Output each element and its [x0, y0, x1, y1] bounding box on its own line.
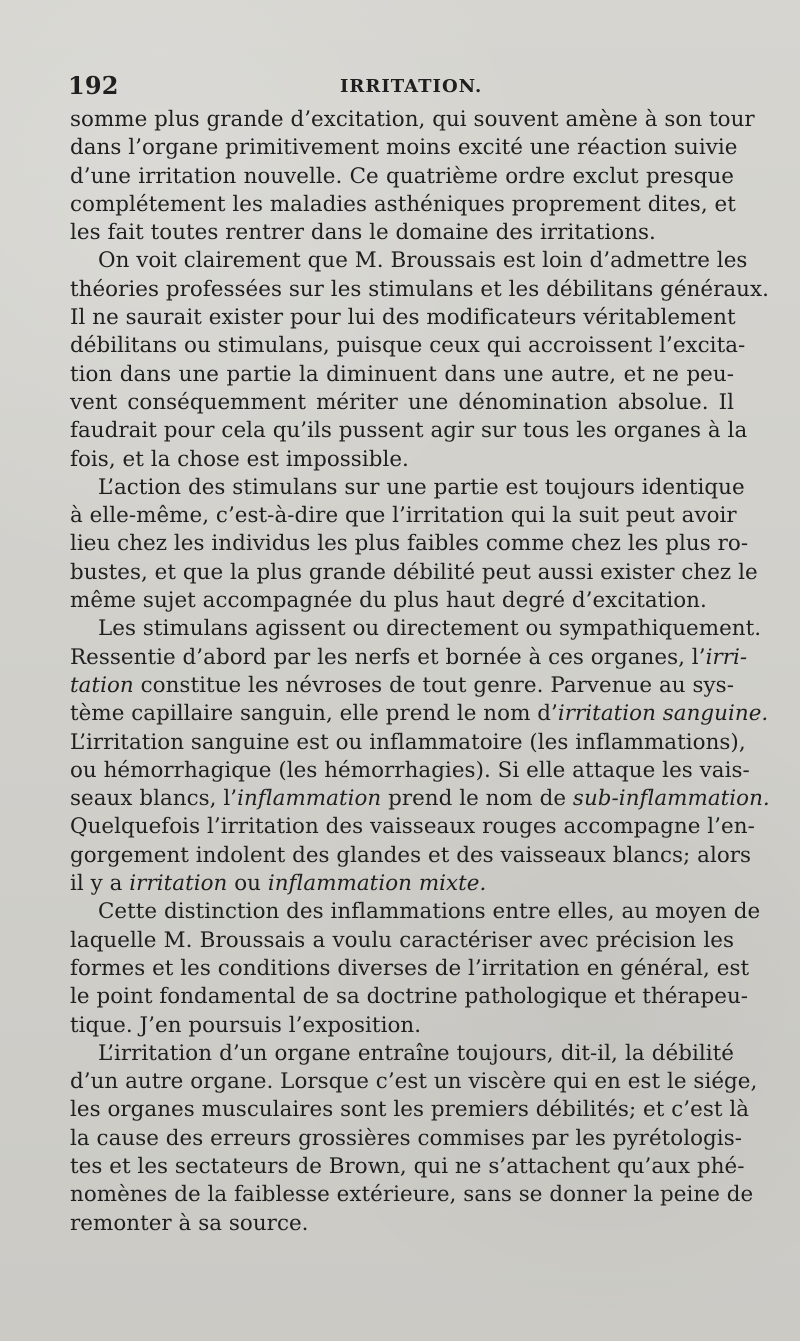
text-fragment: gorgement indolent des glandes et des vaisseaux blancs; alors: [70, 842, 752, 868]
text-fragment: nomènes de la faiblesse extérieure, sans se donner la peine de: [70, 1182, 754, 1208]
text-line: [70, 615, 762, 643]
text-fragment: tique. J’en poursuis l’exposition.: [70, 1012, 422, 1038]
text-fragment: lieu chez les individus les plus faibles comme chez les plus ro-: [70, 531, 749, 557]
text-fragment: il y a: [70, 871, 130, 897]
text-line: [70, 842, 752, 870]
text-line: [70, 927, 734, 955]
text-line: [70, 1181, 754, 1209]
text-line: [70, 700, 769, 728]
text-fragment: le point fondamental de sa doctrine pathologique et thérapeu-: [70, 984, 749, 1010]
text-fragment: bustes, et que la plus grande débilité peut aussi exister chez le: [70, 559, 758, 585]
text-line: [70, 644, 748, 672]
running-head: IRRITATION.: [340, 76, 483, 97]
text-line: [70, 813, 755, 841]
text-line: [70, 361, 734, 389]
text-fragment: On voit clairement que M. Broussais est loin d’admettre les: [98, 248, 748, 274]
text-fragment: Les stimulans agissent ou directement ou sympathiquement.: [98, 616, 762, 642]
text-line: [70, 332, 746, 360]
text-fragment: dans l’organe primitivement moins excité une réaction suivie: [70, 135, 738, 161]
text-fragment: tème capillaire sanguin, elle prend le nom d’: [70, 701, 558, 727]
italic-text: irritation sanguine.: [557, 701, 769, 727]
text-line: [70, 870, 734, 898]
italic-text: inflammation mixte.: [267, 871, 487, 897]
text-line: [70, 729, 746, 757]
text-line: [70, 389, 734, 417]
text-line: [70, 757, 750, 785]
text-fragment: à elle-même, c’est-à-dire que l’irritation qui la suit peut avoir: [70, 503, 737, 529]
text-line: [70, 1012, 734, 1040]
text-fragment: complétement les maladies asthéniques proprement dites, et: [70, 191, 736, 217]
text-fragment: fois, et la chose est impossible.: [70, 446, 409, 472]
text-fragment: somme plus grande d’excitation, qui souvent amène à son tour: [70, 107, 755, 132]
text-fragment: L’irritation d’un organe entraîne toujours, dit-il, la débilité: [98, 1040, 734, 1066]
paragraph: [70, 1040, 758, 1238]
text-line: [70, 1210, 734, 1238]
text-line: [70, 106, 755, 134]
text-fragment: ou: [227, 871, 268, 897]
text-line: [70, 955, 750, 983]
text-line: [70, 587, 734, 615]
text-fragment: les fait toutes rentrer dans le domaine des irritations.: [70, 220, 656, 246]
text-line: [70, 163, 734, 191]
page-header: [68, 72, 732, 102]
text-line: [70, 1068, 758, 1096]
text-line: [70, 530, 749, 558]
italic-text: tation: [70, 672, 134, 698]
paragraph: [70, 106, 755, 247]
italic-text: irritation: [129, 871, 228, 897]
text-fragment: Il ne saurait exister pour lui des modificateurs véritablement: [70, 305, 736, 331]
text-fragment: vent conséquemment mériter une dénomination absolue. Il: [70, 389, 734, 415]
text-line: [70, 1096, 750, 1124]
text-fragment: Cette distinction des inflammations entre elles, au moyen de: [98, 899, 761, 925]
text-line: [70, 1125, 742, 1153]
text-line: [70, 672, 734, 700]
text-line: [70, 247, 748, 275]
text-fragment: L’action des stimulans sur une partie est toujours identique: [98, 474, 745, 500]
page-number: 192: [68, 71, 119, 100]
paragraph: [70, 615, 770, 898]
italic-text: irri-: [705, 644, 748, 670]
italic-text: inflammation: [237, 786, 382, 812]
text-fragment: tion dans une partie la diminuent dans une autre, et ne peu-: [70, 361, 734, 387]
paragraph: [70, 247, 769, 473]
text-line: [70, 304, 734, 332]
text-line: [70, 276, 769, 304]
text-line: [70, 559, 758, 587]
text-fragment: les organes musculaires sont les premiers débilités; et c’est là: [70, 1097, 750, 1123]
text-fragment: théories professées sur les stimulans et les débilitans généraux.: [70, 276, 769, 302]
italic-text: sub-inflammation.: [572, 786, 770, 812]
text-line: [70, 1040, 734, 1068]
text-line: [70, 785, 770, 813]
text-fragment: constitue les névroses de tout genre. Parvenue au sys-: [133, 672, 734, 698]
text-line: [70, 417, 748, 445]
text-line: [70, 1153, 745, 1181]
paragraph: [70, 898, 761, 1039]
text-fragment: seaux blancs, l’: [70, 786, 238, 812]
text-fragment: prend le nom de: [381, 786, 573, 812]
text-fragment: Ressentie d’abord par les nerfs et bornée à ces organes, l’: [70, 644, 706, 670]
text-line: [70, 983, 749, 1011]
text-fragment: la cause des erreurs grossières commises par les pyrétologis-: [70, 1125, 742, 1151]
paragraph: [70, 474, 758, 615]
text-fragment: faudrait pour cela qu’ils pussent agir sur tous les organes à la: [70, 418, 748, 444]
text-line: [70, 898, 761, 926]
text-line: [70, 219, 734, 247]
text-fragment: remonter à sa source.: [70, 1210, 309, 1236]
text-fragment: Quelquefois l’irritation des vaisseaux rouges accompagne l’en-: [70, 814, 755, 840]
text-fragment: même sujet accompagnée du plus haut degré d’excitation.: [70, 588, 707, 614]
text-line: [70, 191, 734, 219]
text-fragment: formes et les conditions diverses de l’irritation en général, est: [70, 955, 750, 981]
text-fragment: L’irritation sanguine est ou inflammatoire (les inflammations),: [70, 729, 746, 755]
text-fragment: tes et les sectateurs de Brown, qui ne s’attachent qu’aux phé-: [70, 1153, 745, 1179]
text-line: [70, 474, 745, 502]
text-fragment: laquelle M. Broussais a voulu caractériser avec précision les: [70, 927, 734, 953]
text-fragment: d’un autre organe. Lorsque c’est un viscère qui en est le siége,: [70, 1069, 758, 1095]
text-fragment: d’une irritation nouvelle. Ce quatrième ordre exclut presque: [70, 163, 734, 189]
text-line: [70, 502, 737, 530]
text-fragment: débilitans ou stimulans, puisque ceux qui accroissent l’excita-: [70, 333, 746, 359]
text-line: [70, 134, 738, 162]
text-line: [70, 446, 734, 474]
text-fragment: ou hémorrhagique (les hémorrhagies). Si elle attaque les vais-: [70, 757, 750, 783]
body-text: [70, 106, 770, 1238]
